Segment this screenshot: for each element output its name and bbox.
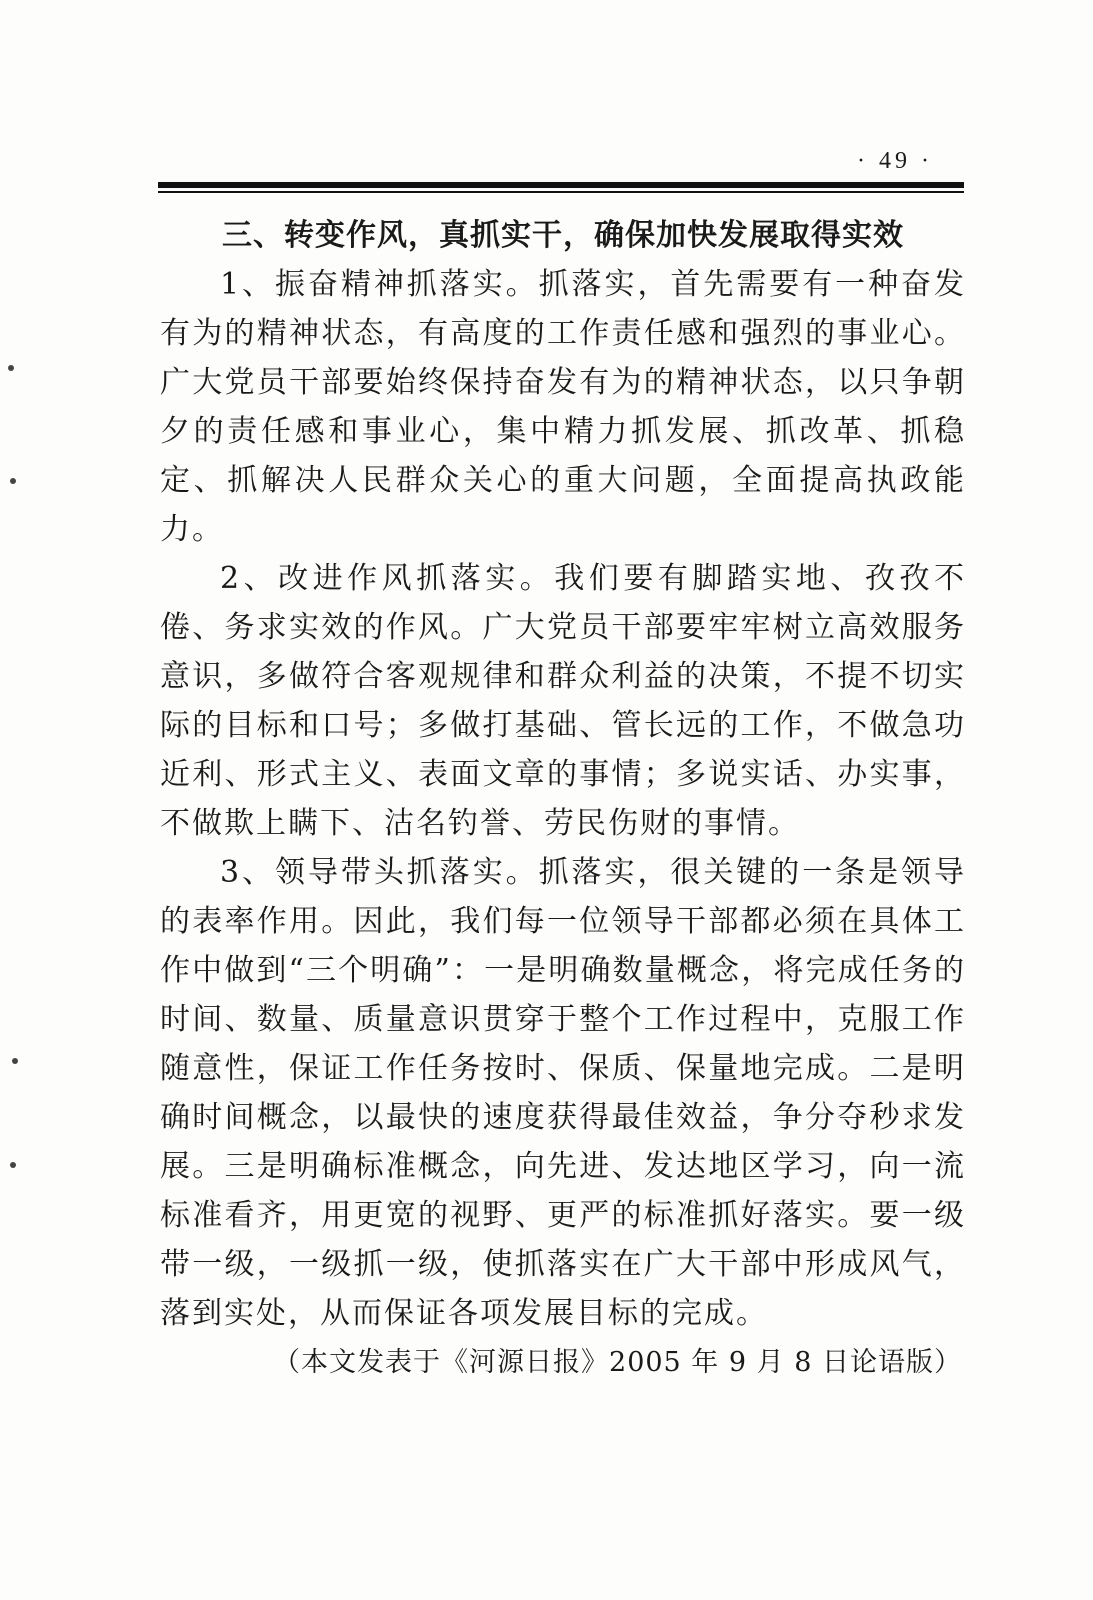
source-note: （本文发表于《河源日报》2005 年 9 月 8 日论语版）	[273, 1347, 962, 1378]
paragraph-2: 2、改进作风抓落实。我们要有脚踏实地、孜孜不倦、务求实效的作风。广大党员干部要牢牢树立高效服务意识，多做符合客观规律和群众利益的决策，不提不切实际的目标和口号；多做打基础、管长远的工作，不做急功近利、形式主义、表面文章的事情；多说实话、办实事，不做欺上瞒下、沽名钓誉、劳民伤财的事情。	[160, 561, 966, 841]
scan-speck	[12, 1058, 18, 1064]
section-heading: 三、转变作风，真抓实干，确保加快发展取得实效	[222, 218, 904, 253]
paragraph-1: 1、振奋精神抓落实。抓落实，首先需要有一种奋发有为的精神状态，有高度的工作责任感和强烈的事业心。广大党员干部要始终保持奋发有为的精神状态，以只争朝夕的责任感和事业心，集中精力抓发展、抓改革、抓稳定、抓解决人民群众关心的重大问题，全面提高执政能力。	[160, 267, 966, 547]
scan-speck	[10, 478, 16, 484]
scan-speck	[10, 1162, 16, 1168]
article-body	[160, 212, 966, 1387]
paragraph-3: 3、领导带头抓落实。抓落实，很关键的一条是领导的表率作用。因此，我们每一位领导干部都必须在具体工作中做到“三个明确”：一是明确数量概念，将完成任务的时间、数量、质量意识贯穿于整个工作过程中，克服工作随意性，保证工作任务按时、保质、保量地完成。二是明确时间概念，以最快的速度获得最佳效益，争分夺秒求发展。三是明确标准概念，向先进、发达地区学习，向一流标准看齐，用更宽的视野、更严的标准抓好落实。要一级带一级，一级抓一级，使抓落实在广大干部中形成风气，落到实处，从而保证各项发展目标的完成。	[160, 855, 966, 1331]
scan-speck	[8, 365, 14, 371]
header-rule-thick	[158, 182, 964, 188]
header-rule-thin	[158, 191, 964, 193]
page-number: · 49 ·	[857, 148, 933, 174]
